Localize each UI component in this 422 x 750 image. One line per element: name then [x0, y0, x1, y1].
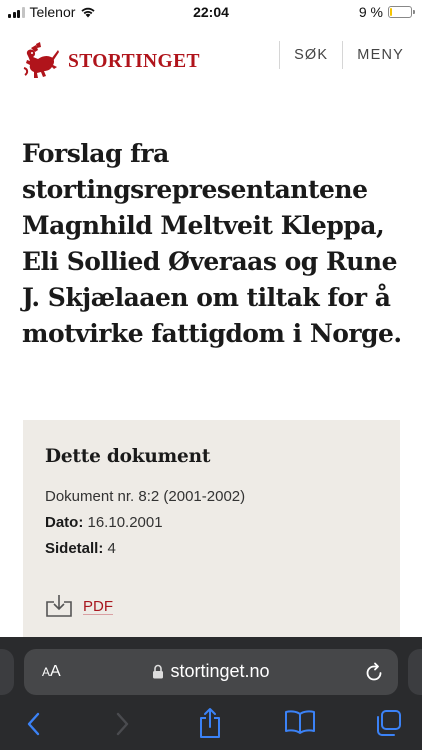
document-page-count: [45, 540, 116, 557]
document-date: [45, 514, 163, 531]
document-number: Dokument nr. 8:2 (2001-2002): [45, 488, 246, 505]
back-icon[interactable]: [24, 711, 44, 737]
site-header: [0, 24, 422, 92]
logo-text: STORTINGET: [68, 51, 200, 72]
status-right: [359, 4, 412, 20]
status-bar: [0, 0, 422, 24]
bookmarks-icon[interactable]: [284, 709, 316, 735]
reload-icon[interactable]: [364, 661, 384, 683]
forward-icon[interactable]: [112, 711, 132, 737]
pages-label: Sidetall:: [45, 540, 104, 557]
previous-tab-preview[interactable]: [0, 649, 14, 695]
pdf-label: PDF: [83, 597, 113, 615]
stortinget-logo[interactable]: [22, 42, 200, 82]
clock: 22:04: [193, 4, 229, 20]
document-info-box: [23, 420, 400, 660]
search-link[interactable]: SØK: [294, 47, 329, 63]
url-text: stortinget.no: [170, 661, 270, 681]
document-info-heading: Dette dokument: [45, 446, 211, 467]
header-nav: [279, 41, 412, 69]
menu-link[interactable]: MENY: [357, 47, 404, 63]
lock-icon: [152, 664, 164, 679]
aa-small: A: [42, 665, 51, 679]
date-value: 16.10.2001: [87, 514, 163, 531]
safari-bottom-bar: [0, 637, 422, 750]
battery-percent: 9 %: [358, 4, 383, 20]
date-label: Dato:: [45, 514, 84, 531]
safari-toolbar: [0, 703, 422, 747]
address-bar[interactable]: [24, 649, 398, 695]
battery-icon: [388, 6, 412, 18]
lion-crest-icon: [22, 42, 60, 82]
share-icon[interactable]: [197, 707, 223, 739]
next-tab-preview[interactable]: [408, 649, 422, 695]
battery-level: [390, 8, 392, 16]
tabs-icon[interactable]: [374, 709, 402, 737]
carrier-name: Telenor: [29, 4, 76, 20]
page-title: Forslag fra stortingsrepresentantene Magnhild Meltveit Kleppa, Eli Sollied Øveraas og Rune J. Skjælaaen om tiltak for å motvirke fattigdom i Norge.: [22, 139, 402, 348]
pages-value: 4: [107, 540, 116, 557]
pdf-download-link[interactable]: [45, 594, 113, 618]
download-icon: [45, 594, 73, 618]
url-display: [24, 661, 398, 682]
aa-large: A: [50, 663, 61, 680]
